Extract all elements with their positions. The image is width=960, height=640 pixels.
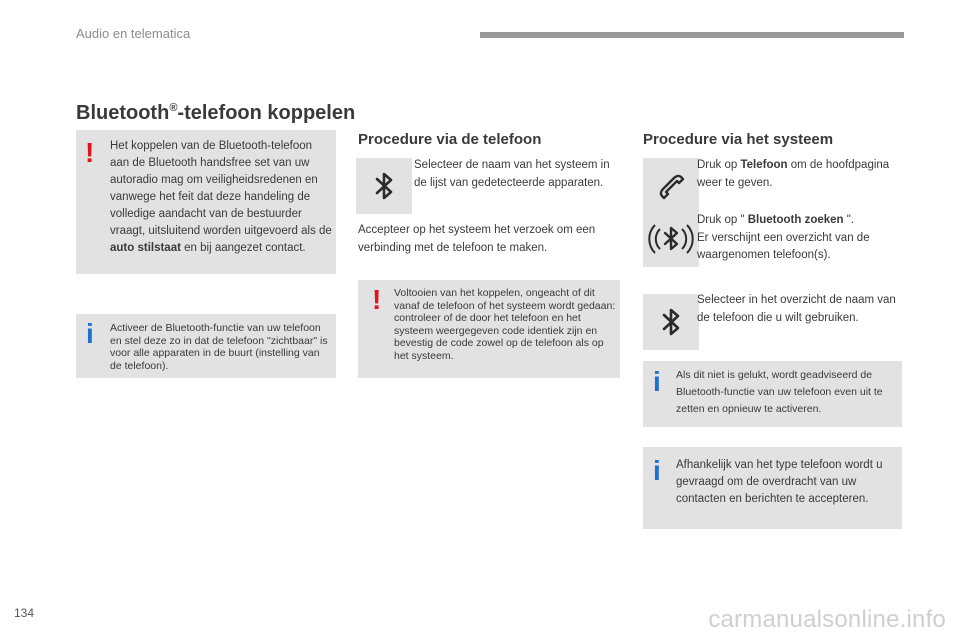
bluetooth-search-icon-box [643, 211, 699, 267]
step-press-phone-text-start: Druk op [697, 159, 741, 171]
phone-button-icon-box [643, 158, 699, 214]
step-press-phone-text-end: om de hoofdpagina weer te geven. [697, 159, 890, 189]
bluetooth-visibility-info-box [76, 314, 336, 378]
pairing-code-warning-box [358, 280, 620, 378]
system-procedure-step-select-phone: Selecteer in het overzicht de naam van de telefoon die u wilt gebruiken. [697, 294, 896, 324]
page-title-rest: -telefoon koppelen [177, 102, 356, 124]
phone-handset-icon [643, 158, 699, 214]
system-procedure-title: Procedure via het systeem [643, 131, 834, 148]
pairing-failed-info-box [643, 361, 902, 427]
pairing-failed-info-text: Als dit niet is gelukt, wordt geadviseerd de Bluetooth-functie van uw telefoon even uit te zetten en opnieuw te activeren. [676, 369, 883, 415]
bluetooth-visibility-info-text: Activeer de Bluetooth-functie van uw telefoon en stel deze zo in dat de telefoon "zichtbaar" is voor alle apparaten in de buurt (instelling van de telefoon). [110, 322, 328, 372]
pairing-code-warning-text: Voltooien van het koppelen, ongeacht of dit vanaf de telefoon of het systeem wordt gedaan: controleer of de door het telefoon en het systeem weergegeven code identiek zijn en bevestig de code zowel op de telefoon als op het systeem. [394, 287, 616, 362]
info-icon: i [653, 455, 661, 486]
safety-warning-box [76, 130, 336, 274]
phone-procedure-bluetooth-icon-box [356, 158, 412, 214]
phone-procedure-title: Procedure via de telefoon [358, 131, 542, 148]
info-icon: i [86, 318, 94, 349]
safety-warning-text [110, 138, 332, 257]
safety-warning-text-end: en bij aangezet contact. [180, 242, 306, 254]
phone-procedure-step-select-system: Selecteer de naam van het systeem in de lijst van gedetecteerde apparaten. [414, 159, 610, 189]
system-procedure-step-press-phone [697, 157, 897, 192]
registered-mark: ® [169, 102, 178, 114]
header-divider-bar [480, 32, 904, 38]
header-section-title: Audio en telematica [76, 26, 191, 41]
warning-exclamation-icon: ! [372, 284, 382, 315]
bluetooth-zoeken-label: Bluetooth zoeken [747, 214, 844, 226]
system-procedure-bluetooth-icon-box [643, 294, 699, 350]
info-icon: i [653, 366, 661, 397]
system-procedure-step-bluetooth-search [697, 212, 897, 265]
page-title-main: Bluetooth [76, 102, 170, 124]
contacts-transfer-info-box [643, 447, 902, 529]
page-title [76, 102, 355, 125]
page-number: 134 [14, 606, 35, 620]
safety-warning-emphasis: auto stilstaat [110, 242, 181, 254]
warning-exclamation-icon: ! [85, 137, 95, 168]
telefoon-label: Telefoon [740, 159, 788, 171]
bluetooth-icon [356, 158, 412, 214]
bluetooth-search-icon [643, 211, 699, 267]
step-bluetooth-search-text-start: Druk op " [697, 214, 748, 226]
bluetooth-icon [643, 294, 699, 350]
watermark: carmanualsonline.info [708, 606, 946, 633]
step-bluetooth-search-line2: Er verschijnt een overzicht van de waargenomen telefoon(s). [697, 231, 870, 261]
step-bluetooth-search-line1 [697, 212, 897, 230]
contacts-transfer-info-text: Afhankelijk van het type telefoon wordt u gevraagd om de overdracht van uw contacten en berichten te accepteren. [676, 459, 883, 505]
step-bluetooth-search-text-end: ". [843, 214, 855, 226]
safety-warning-text-start: Het koppelen van de Bluetooth-telefoon aan de Bluetooth handsfree set van uw autoradio mag om veiligheidsredenen en vanwege het feit dat deze handeling de volledige aandacht van de bestuurder vraagt, uitsluitend worden uitgevoerd als de [110, 140, 332, 237]
phone-procedure-step-accept-request: Accepteer op het systeem het verzoek om een verbinding met de telefoon te maken. [358, 224, 596, 254]
